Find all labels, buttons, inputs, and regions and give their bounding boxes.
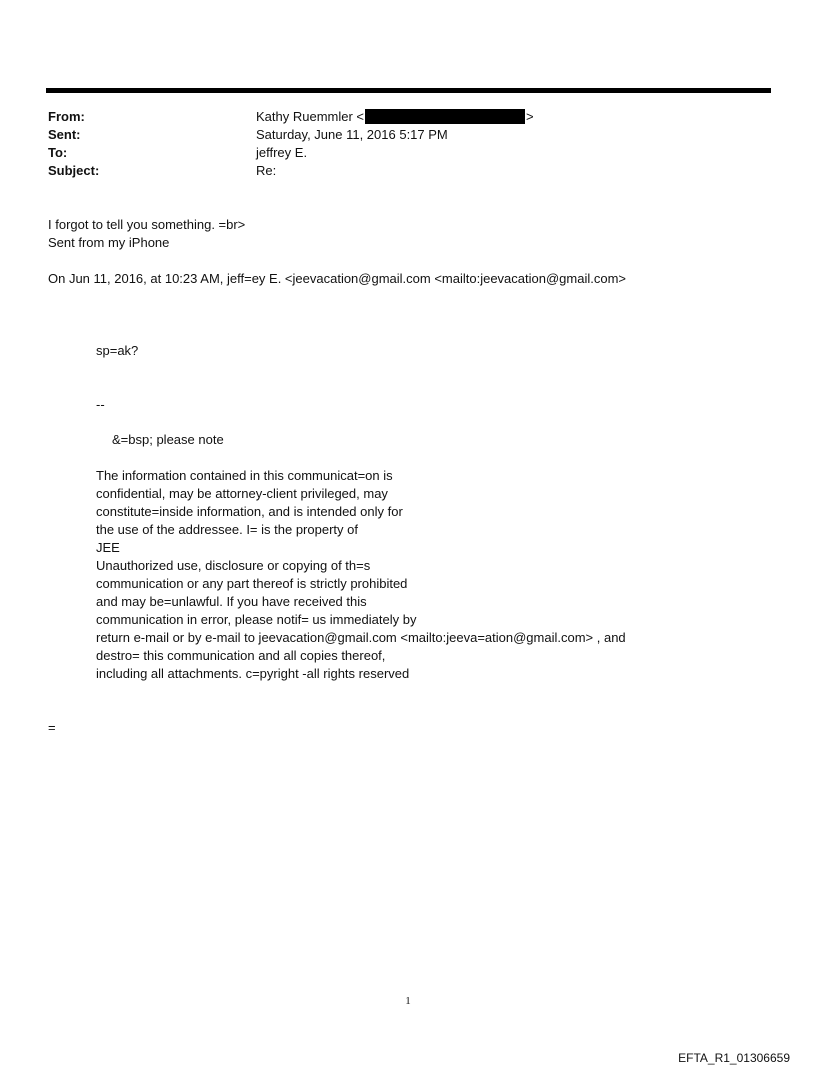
page-number: 1 [405, 995, 411, 1007]
disclaimer-line: confidential, may be attorney-client privileged, may [96, 486, 388, 501]
disclaimer-line: destro= this communication and all copies thereof, [96, 648, 386, 663]
disclaimer-line: Unauthorized use, disclosure or copying of th=s [96, 558, 371, 573]
disclaimer-line: and may be=unlawful. If you have received this [96, 594, 367, 609]
disclaimer-line: communication in error, please notif= us immediately by [96, 612, 417, 627]
disclaimer-line: JEE [96, 540, 120, 555]
disclaimer-line: including all attachments. c=pyright -all rights reserved [96, 666, 410, 681]
to-value: jeffrey E. [256, 145, 308, 160]
from-value [256, 108, 534, 126]
signature-separator: -- [96, 397, 105, 412]
header-divider-rule [46, 88, 771, 93]
document-id: EFTA_R1_01306659 [678, 1051, 790, 1065]
disclaimer-line: the use of the addressee. I= is the property of [96, 522, 358, 537]
from-name: Kathy Ruemmler < [256, 109, 365, 124]
quoted-text: sp=ak? [96, 343, 139, 358]
disclaimer-line: The information contained in this communicat=on is [96, 468, 393, 483]
redaction-box [365, 109, 525, 124]
trailing-equals: = [48, 720, 56, 735]
signature-note: &=bsp; please note [112, 432, 224, 447]
to-label: To: [48, 145, 68, 160]
body-line-1: I forgot to tell you something. =br> [48, 217, 246, 232]
body-line-2: Sent from my iPhone [48, 235, 170, 250]
quote-header: On Jun 11, 2016, at 10:23 AM, jeff=ey E. <jeevacation@gmail.com <mailto:jeevacation@gmail.com> [48, 271, 627, 286]
disclaimer-line: communication or any part thereof is strictly prohibited [96, 576, 408, 591]
sent-label: Sent: [48, 127, 81, 142]
disclaimer-line: constitute=inside information, and is intended only for [96, 504, 403, 519]
from-bracket-close: > [526, 109, 534, 124]
disclaimer-line: return e-mail or by e-mail to jeevacation@gmail.com <mailto:jeeva=ation@gmail.com> , and [96, 630, 626, 645]
subject-label: Subject: [48, 163, 100, 178]
from-label: From: [48, 109, 85, 124]
sent-value: Saturday, June 11, 2016 5:17 PM [256, 127, 448, 142]
subject-value: Re: [256, 163, 277, 178]
